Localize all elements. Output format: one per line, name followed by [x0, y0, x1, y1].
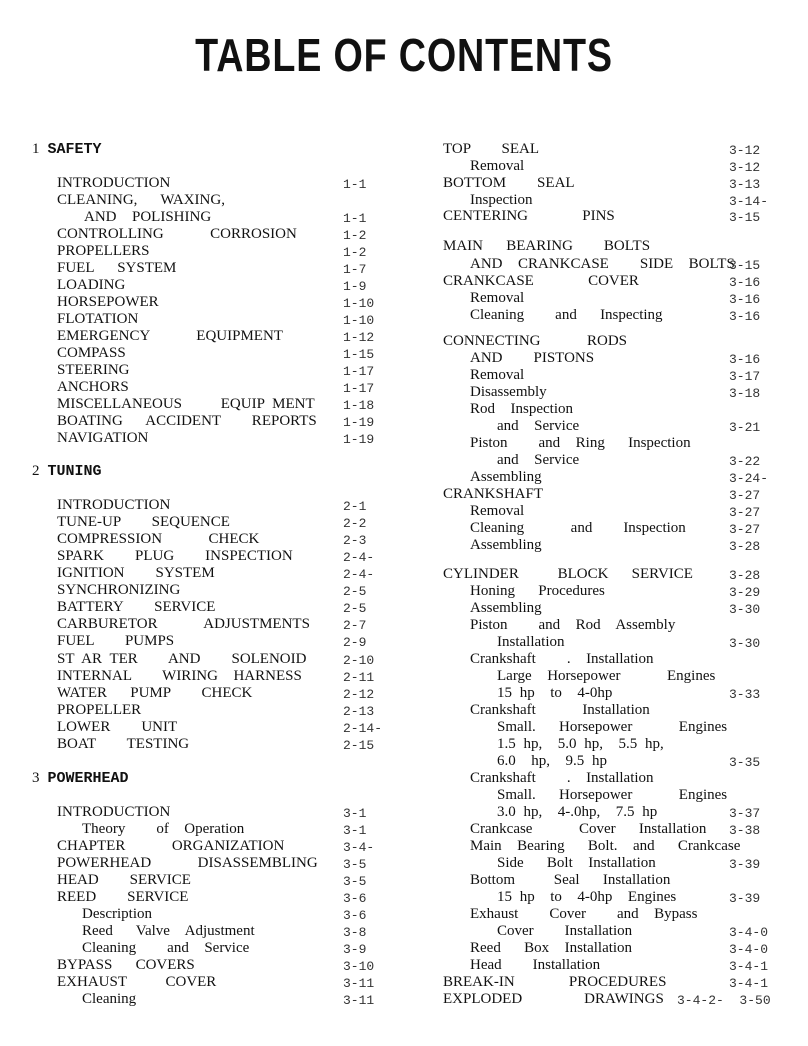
toc-entry-page: 2-2 [343, 516, 367, 531]
toc-entry-title: Cleaning and Inspecting [470, 307, 663, 323]
toc-entry-page: 3-28 [729, 568, 761, 583]
toc-entry-title: Small. Horsepower Engines [497, 787, 728, 803]
toc-entry-page: 3-4-0 [729, 942, 769, 957]
toc-entry-page: 3-4-1 [729, 959, 769, 974]
toc-entry-title: Crankcase Cover Installation [470, 821, 707, 837]
toc-entry-title: 1.5 hp, 5.0 hp, 5.5 hp, [497, 736, 664, 752]
toc-entry-title: Removal [470, 290, 525, 306]
toc-entry-page: 3-21 [729, 420, 761, 435]
toc-entry-title: CRANKSHAFT [443, 486, 544, 502]
toc-entry-title: Removal [470, 503, 525, 519]
toc-entry-page: 1-10 [343, 313, 375, 328]
toc-entry-title: INTERNAL WIRING HARNESS [57, 668, 302, 684]
toc-entry-title: Rod Inspection [470, 401, 573, 417]
toc-entry-page: 1-9 [343, 279, 367, 294]
toc-entry-page: 3-24- [729, 471, 769, 486]
toc-entry-page: 3-1 [343, 823, 367, 838]
toc-entry-page: 3-6 [343, 908, 367, 923]
toc-entry-title: WATER PUMP CHECK [57, 685, 253, 701]
toc-entry-title: FUEL PUMPS [57, 633, 175, 649]
toc-entry-page: 1-2 [343, 228, 367, 243]
toc-entry-title: EMERGENCY EQUIPMENT [57, 328, 283, 344]
toc-entry-title: 15 hp to 4-0hp [497, 685, 613, 701]
toc-entry-title: 3.0 hp, 4-.0hp, 7.5 hp [497, 804, 658, 820]
page-title: TABLE OF CONTENTS [195, 29, 613, 81]
toc-entry-title: 15 hp to 4-0hp Engines [497, 889, 677, 905]
toc-entry-page: 3-10 [343, 959, 375, 974]
toc-entry-page: 1-10 [343, 296, 375, 311]
toc-entry-title: AND POLISHING [84, 209, 212, 225]
toc-entry-page: 2-11 [343, 670, 375, 685]
toc-entry-page: 3-29 [729, 585, 761, 600]
toc-entry-page: 3-33 [729, 687, 761, 702]
toc-entry-title: Reed Valve Adjustment [82, 923, 255, 939]
toc-entry-page: 3-27 [729, 522, 761, 537]
toc-entry-title: CLEANING, WAXING, [57, 192, 225, 208]
toc-entry-title: Main Bearing Bolt. and Crankcase [470, 838, 741, 854]
toc-entry-title: Crankshaft Installation [470, 702, 650, 718]
toc-entry-title: STEERING [57, 362, 130, 378]
toc-entry-title: Inspection [470, 192, 533, 208]
toc-entry-title: MAIN BEARING BOLTS [443, 238, 651, 254]
toc-entry-title: EXPLODED DRAWINGS [443, 991, 664, 1007]
toc-entry-title: Crankshaft . Installation [470, 770, 654, 786]
toc-entry-title: FLOTATION [57, 311, 139, 327]
toc-entry-title: Crankshaft . Installation [470, 651, 654, 667]
toc-entry-title: Removal [470, 367, 525, 383]
toc-entry-title: CONTROLLING CORROSION [57, 226, 297, 242]
toc-entry-page: 3-5 [343, 857, 367, 872]
toc-entry-title: LOADING [57, 277, 126, 293]
toc-entry-page: 3-12 [729, 143, 761, 158]
toc-entry-title: BOTTOM SEAL [443, 175, 575, 191]
toc-entry-page: 2-13 [343, 704, 375, 719]
toc-entry-title: ANCHORS [57, 379, 129, 395]
section-number: 3 [32, 770, 40, 786]
toc-entry-page: 1-19 [343, 415, 375, 430]
toc-entry-title: HORSEPOWER [57, 294, 159, 310]
toc-entry-title: Side Bolt Installation [497, 855, 656, 871]
toc-entry-page: 2-12 [343, 687, 375, 702]
toc-entry-title: PROPELLERS [57, 243, 150, 259]
toc-entry-page: 2-4- [343, 567, 375, 582]
toc-entry-title: Reed Box Installation [470, 940, 633, 956]
toc-entry-page: 2-5 [343, 601, 367, 616]
toc-entry-title: Cleaning and Service [82, 940, 250, 956]
section-heading [32, 770, 129, 787]
toc-entry-title: AND PISTONS [470, 350, 595, 366]
toc-entry-page: 2-14- [343, 721, 383, 736]
toc-entry-page: 3-35 [729, 755, 761, 770]
toc-entry-title: Cover Installation [497, 923, 633, 939]
toc-entry-page: 3-1 [343, 806, 367, 821]
toc-entry-title: Bottom Seal Installation [470, 872, 671, 888]
toc-entry-title: BREAK-IN PROCEDURES [443, 974, 667, 990]
toc-entry-page: 3-16 [729, 309, 761, 324]
toc-entry-page: 3-39 [729, 891, 761, 906]
toc-entry-page: 3-37 [729, 806, 761, 821]
toc-entry-title: Description [82, 906, 152, 922]
toc-entry-page: 2-1 [343, 499, 367, 514]
toc-entry-page: 2-5 [343, 584, 367, 599]
toc-entry-title: IGNITION SYSTEM [57, 565, 215, 581]
toc-entry-page: 3-13 [729, 177, 761, 192]
toc-entry-page: 3-27 [729, 488, 761, 503]
toc-entry-page: 3-16 [729, 292, 761, 307]
toc-entry-page: 1-1 [343, 177, 367, 192]
toc-entry-title: Honing Procedures [470, 583, 605, 599]
toc-entry-title: INTRODUCTION [57, 804, 171, 820]
toc-entry-page: 3-30 [729, 602, 761, 617]
toc-entry-page: 3-17 [729, 369, 761, 384]
toc-entry-page: 1-12 [343, 330, 375, 345]
toc-entry-page: 3-12 [729, 160, 761, 175]
toc-entry-page: 1-19 [343, 432, 375, 447]
toc-entry-page: 2-7 [343, 618, 367, 633]
section-title: SAFETY [47, 141, 102, 158]
toc-entry-title: SYNCHRONIZING [57, 582, 181, 598]
toc-entry-page: 3-38 [729, 823, 761, 838]
toc-entry-page: 3-4- [343, 840, 375, 855]
toc-entry-title: Piston and Rod Assembly [470, 617, 676, 633]
toc-entry-title: POWERHEAD DISASSEMBLING [57, 855, 318, 871]
toc-entry-title: BYPASS COVERS [57, 957, 195, 973]
toc-entry-page: 3-15 [729, 210, 761, 225]
toc-entry-title: CARBURETOR ADJUSTMENTS [57, 616, 310, 632]
section-heading [32, 463, 102, 480]
section-number: 1 [32, 141, 40, 157]
toc-entry-title: BOATING ACCIDENT REPORTS [57, 413, 317, 429]
toc-entry-title: EXHAUST COVER [57, 974, 217, 990]
toc-entry-title: Large Horsepower Engines [497, 668, 716, 684]
toc-entry-title: and Service [497, 418, 580, 434]
toc-entry-title: Piston and Ring Inspection [470, 435, 691, 451]
toc-entry-page: 1-18 [343, 398, 375, 413]
toc-entry-page: 2-9 [343, 635, 367, 650]
toc-entry-page: 3-14- [729, 194, 769, 209]
toc-entry-page: 3-16 [729, 352, 761, 367]
toc-entry-page: 3-15 [729, 258, 761, 273]
toc-entry-title: Removal [470, 158, 525, 174]
toc-entry-title: CENTERING PINS [443, 208, 615, 224]
toc-entry-title: FUEL SYSTEM [57, 260, 177, 276]
toc-entry-title: BOAT TESTING [57, 736, 190, 752]
toc-entry-page: 3-28 [729, 539, 761, 554]
toc-entry-page: 3-4-0 [729, 925, 769, 940]
toc-entry-title: Cleaning [82, 991, 137, 1007]
section-title: TUNING [47, 463, 102, 480]
toc-entry-title: TOP SEAL [443, 141, 540, 157]
toc-entry-title: and Service [497, 452, 580, 468]
toc-entry-title: INTRODUCTION [57, 497, 171, 513]
toc-entry-title: PROPELLER [57, 702, 142, 718]
toc-entry-page: 3-11 [343, 993, 375, 1008]
toc-entry-page: 3-6 [343, 891, 367, 906]
toc-entry-title: Assembling [470, 537, 542, 553]
toc-entry-page: 3-22 [729, 454, 761, 469]
toc-entry-page: 2-10 [343, 653, 375, 668]
toc-entry-page: 3-16 [729, 275, 761, 290]
toc-entry-title: REED SERVICE [57, 889, 189, 905]
toc-entry-page: 1-7 [343, 262, 367, 277]
toc-entry-page: 3-5 [343, 874, 367, 889]
toc-entry-title: HEAD SERVICE [57, 872, 191, 888]
toc-entry-title: COMPRESSION CHECK [57, 531, 260, 547]
toc-entry-page: 2-3 [343, 533, 367, 548]
toc-entry-title: CYLINDER BLOCK SERVICE [443, 566, 693, 582]
toc-entry-page: 1-17 [343, 364, 375, 379]
toc-entry-title: CONNECTING RODS [443, 333, 628, 349]
toc-entry-title: Small. Horsepower Engines [497, 719, 728, 735]
toc-entry-page: 3-8 [343, 925, 367, 940]
section-title: POWERHEAD [47, 770, 129, 787]
toc-entry-page: 3-39 [729, 857, 761, 872]
toc-entry-page: 3-9 [343, 942, 367, 957]
toc-entry-title: Assembling [470, 600, 542, 616]
toc-entry-page: 2-15 [343, 738, 375, 753]
toc-entry-page: 1-2 [343, 245, 367, 260]
toc-entry-title: ST AR TER AND SOLENOID [57, 651, 307, 667]
toc-entry-title: 6.0 hp, 9.5 hp [497, 753, 607, 769]
toc-entry-title: INTRODUCTION [57, 175, 171, 191]
toc-entry-title: NAVIGATION [57, 430, 149, 446]
toc-entry-title: Assembling [470, 469, 542, 485]
toc-entry-page: 3-27 [729, 505, 761, 520]
toc-entry-title: CRANKCASE COVER [443, 273, 639, 289]
toc-entry-title: Disassembly [470, 384, 547, 400]
section-number: 2 [32, 463, 40, 479]
toc-entry-title: LOWER UNIT [57, 719, 178, 735]
toc-entry-title: Cleaning and Inspection [470, 520, 686, 536]
toc-entry-title: Head Installation [470, 957, 601, 973]
toc-entry-page: 3-30 [729, 636, 761, 651]
toc-entry-title: BATTERY SERVICE [57, 599, 216, 615]
toc-entry-title: COMPASS [57, 345, 126, 361]
toc-entry-title: Exhaust Cover and Bypass [470, 906, 698, 922]
toc-entry-page: 3-18 [729, 386, 761, 401]
toc-entry-page: 2-4- [343, 550, 375, 565]
toc-entry-title: SPARK PLUG INSPECTION [57, 548, 293, 564]
toc-entry-title: AND CRANKCASE SIDE BOLTS [470, 256, 735, 272]
toc-entry-page: 3-4-1 [729, 976, 769, 991]
toc-entry-page: 1-15 [343, 347, 375, 362]
toc-entry-page: 1-1 [343, 211, 367, 226]
section-heading [32, 141, 102, 158]
toc-entry-page: 3-4-2- 3-50 [677, 993, 771, 1008]
toc-entry-page: 3-11 [343, 976, 375, 991]
toc-entry-title: Installation [497, 634, 565, 650]
toc-entry-page: 1-17 [343, 381, 375, 396]
toc-entry-title: TUNE-UP SEQUENCE [57, 514, 230, 530]
toc-entry-title: CHAPTER ORGANIZATION [57, 838, 285, 854]
toc-entry-title: Theory of Operation [82, 821, 245, 837]
toc-entry-title: MISCELLANEOUS EQUIP MENT [57, 396, 315, 412]
